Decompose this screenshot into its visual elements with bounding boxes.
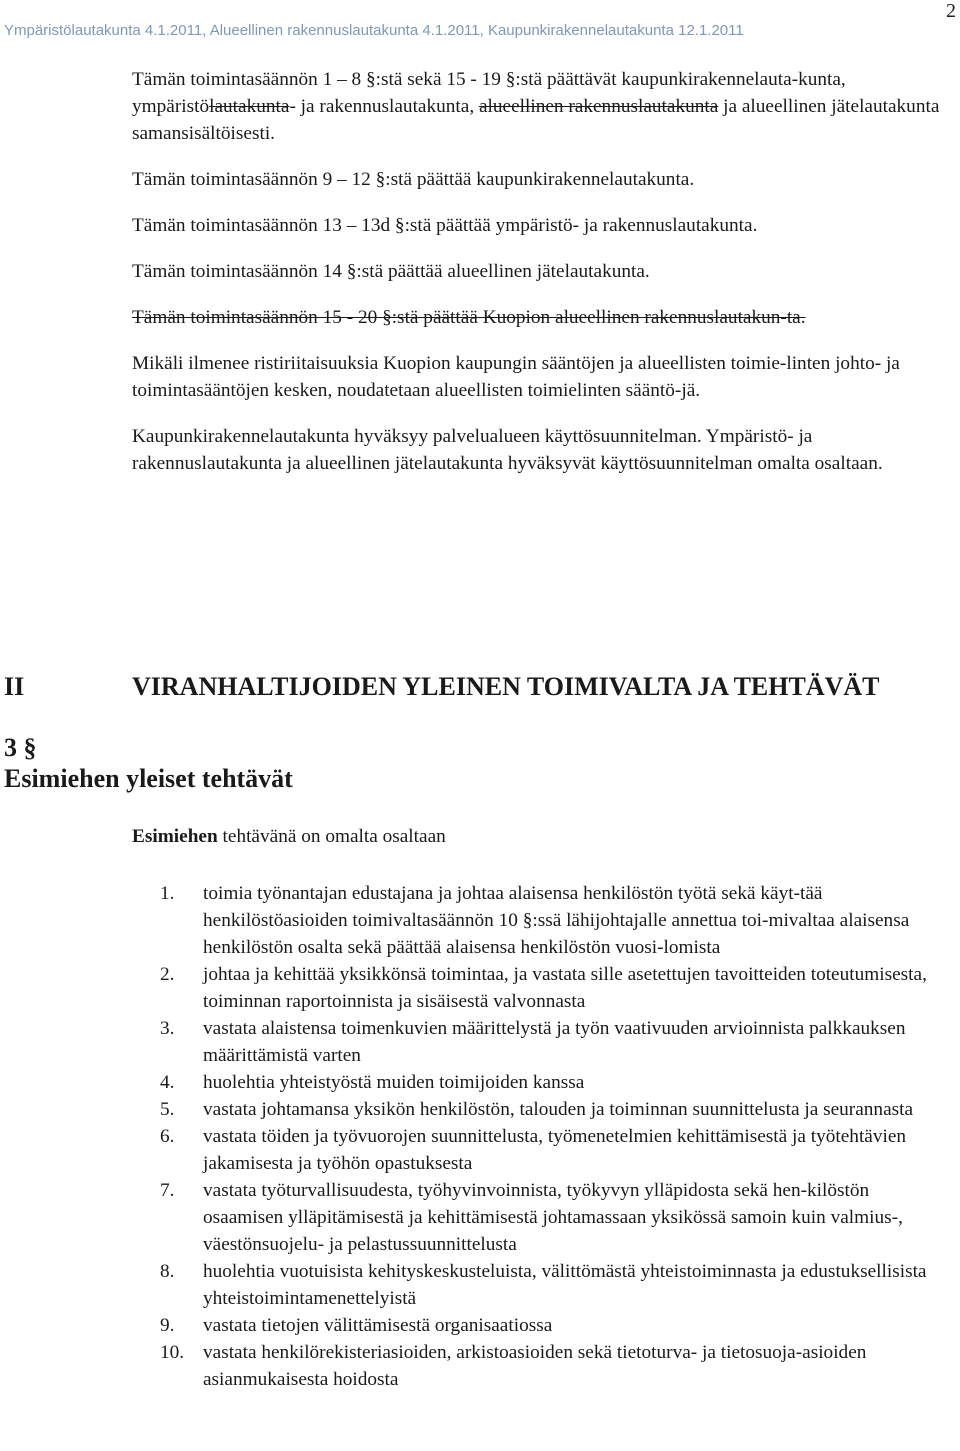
paragraph-1-text-c: ja alueellinen jätelautakunta samansisältöisesti.	[132, 96, 940, 144]
list-item-number: 9.	[160, 1315, 175, 1336]
list-item	[160, 880, 950, 961]
paragraph-5-struck: Tämän toimintasäännön 15 - 20 §:stä päättää Kuopion alueellinen rakennuslautakun-ta.	[132, 307, 806, 328]
list-item-text: vastata alaistensa toimenkuvien määrittelystä ja työn vaativuuden arvioinnista palkkauksen määrittämistä varten	[203, 1018, 906, 1066]
section-title: Esimiehen yleiset tehtävät	[4, 764, 293, 793]
section-intro-rest: tehtävänä on omalta osaltaan	[217, 826, 446, 847]
list-item	[160, 1096, 950, 1123]
paragraph-3: Tämän toimintasäännön 13 – 13d §:stä päättää ympäristö- ja rakennuslautakunta.	[132, 215, 758, 236]
list-item	[160, 1123, 950, 1177]
chapter-title: VIRANHALTIJOIDEN YLEINEN TOIMIVALTA JA TEHTÄVÄT	[132, 672, 880, 701]
list-item	[160, 1312, 950, 1339]
list-item-number: 8.	[160, 1261, 175, 1282]
running-header: Ympäristölautakunta 4.1.2011, Alueellinen rakennuslautakunta 4.1.2011, Kaupunkirakennelautakunta 12.1.2011	[4, 22, 744, 39]
list-item-number: 4.	[160, 1072, 175, 1093]
list-item	[160, 1069, 950, 1096]
list-item-number: 6.	[160, 1126, 175, 1147]
list-item	[160, 1258, 950, 1312]
list-item-number: 1.	[160, 883, 175, 904]
list-item-text: johtaa ja kehittää yksikkönsä toimintaa, ja vastata sille asetettujen tavoitteiden toteutumisesta, toiminnan raportoinnista ja sisäisestä valvonnasta	[203, 964, 927, 1012]
task-list	[160, 880, 950, 1393]
list-item-number: 2.	[160, 964, 175, 985]
paragraph-1-struck-1: lautakunta	[209, 96, 290, 117]
list-item-text: vastata johtamansa yksikön henkilöstön, talouden ja toiminnan suunnittelusta ja seurannasta	[203, 1099, 914, 1120]
list-item-text: toimia työnantajan edustajana ja johtaa alaisensa henkilöstön työtä sekä käyt-tää henkilöstöasioiden toimivaltasäännön 10 §:ssä lähijohtajalle annettua toi-mivaltaa alaisensa henkilöstön osalta sekä päättää alaisensa henkilöstön vuosi-lomista	[203, 883, 910, 958]
paragraph-2: Tämän toimintasäännön 9 – 12 §:stä päättää kaupunkirakennelautakunta.	[132, 169, 695, 190]
list-item-number: 5.	[160, 1099, 175, 1120]
list-item	[160, 1177, 950, 1258]
list-item-text: vastata töiden ja työvuorojen suunnittelusta, työmenetelmien kehittämisestä ja työtehtävien jakamisesta ja työhön opastuksesta	[203, 1126, 907, 1174]
list-item	[160, 1015, 950, 1069]
list-item	[160, 961, 950, 1015]
page-number: 2	[946, 0, 956, 22]
list-item-text: huolehtia vuotuisista kehityskeskusteluista, välittömästä yhteistoiminnasta ja edustuksellisista yhteistoimintamenettelyistä	[203, 1261, 927, 1309]
list-item-number: 10.	[160, 1342, 185, 1363]
section-intro	[132, 826, 446, 848]
paragraph-4: Tämän toimintasäännön 14 §:stä päättää alueellinen jätelautakunta.	[132, 261, 650, 282]
intro-paragraphs	[132, 66, 952, 496]
paragraph-6: Mikäli ilmenee ristiriitaisuuksia Kuopion kaupungin sääntöjen ja alueellisten toimie-linten johto- ja toimintasääntöjen kesken, noudatetaan alueellisten toimielinten sääntö-jä.	[132, 353, 900, 401]
paragraph-1-struck-2: alueellinen rakennuslautakunta	[478, 96, 719, 117]
paragraph-1	[132, 66, 952, 147]
section-number: 3 §	[4, 733, 37, 762]
paragraph-1-text-b: - ja rakennuslautakunta,	[289, 96, 479, 117]
list-item-number: 3.	[160, 1018, 175, 1039]
list-item-text: vastata henkilörekisteriasioiden, arkistoasioiden sekä tietoturva- ja tietosuoja-asioiden asianmukaisesta hoidosta	[203, 1342, 867, 1390]
chapter-number: II	[4, 672, 25, 701]
list-item-text: vastata tietojen välittämisestä organisaatiossa	[203, 1315, 553, 1336]
paragraph-1-text-a: Tämän toimintasäännön 1 – 8 §:stä sekä 15 - 19 §:stä päättävät kaupunkirakennelauta-kunta, ympäristö	[132, 69, 846, 117]
list-item	[160, 1339, 950, 1393]
section-intro-bold: Esimiehen	[132, 826, 218, 847]
list-item-text: vastata työturvallisuudesta, työhyvinvoinnista, työkyvyn ylläpidosta sekä hen-kilöstön osaamisen ylläpitämisestä ja kehittämisestä johtamassaan yksikössä samoin kuin valmius-, väestönsuojelu- ja pelastussuunnittelusta	[203, 1180, 903, 1255]
paragraph-7: Kaupunkirakennelautakunta hyväksyy palvelualueen käyttösuunnitelman. Ympäristö- ja rakennuslautakunta ja alueellinen jätelautakunta hyväksyvät käyttösuunnitelman omalta osaltaan.	[132, 426, 883, 474]
list-item-number: 7.	[160, 1180, 175, 1201]
list-item-text: huolehtia yhteistyöstä muiden toimijoiden kanssa	[203, 1072, 585, 1093]
